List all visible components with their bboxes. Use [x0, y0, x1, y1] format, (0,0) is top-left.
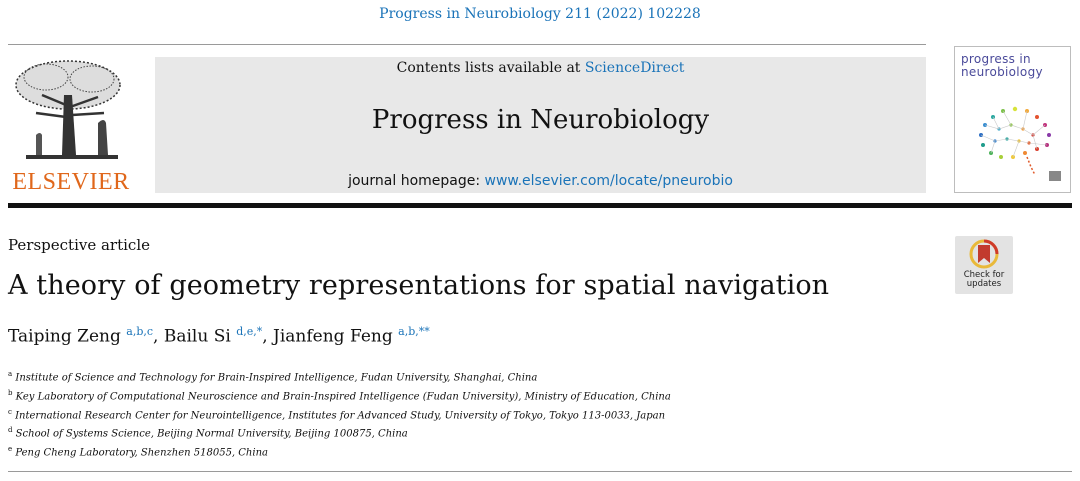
article-type: Perspective article	[8, 236, 151, 254]
journal-cover[interactable]	[954, 46, 1071, 193]
bookmark-icon	[955, 236, 1013, 272]
contents-line	[155, 60, 926, 76]
elsevier-wordmark: ELSEVIER	[12, 169, 130, 195]
author-list	[8, 325, 430, 347]
cover-title-line2: neurobiology	[961, 65, 1043, 79]
top-divider	[8, 44, 926, 45]
elsevier-tree-logo-icon	[6, 55, 136, 167]
affiliation-item	[8, 442, 671, 461]
elsevier-logo[interactable]	[6, 55, 146, 195]
affiliation-key: c	[8, 407, 12, 416]
affiliation-text: School of Systems Science, Beijing Normal University, Beijing 100875, China	[15, 428, 408, 440]
author-separator: ,	[153, 326, 164, 347]
affiliation-list	[8, 367, 671, 461]
sciencedirect-link[interactable]: ScienceDirect	[584, 60, 685, 76]
author-affil-marks[interactable]: a,b,c	[126, 325, 154, 338]
affiliation-key: b	[8, 388, 13, 397]
affiliation-key: d	[8, 426, 13, 435]
affiliation-key: e	[8, 445, 13, 454]
cover-title	[961, 53, 1043, 79]
journal-title[interactable]: Progress in Neurobiology	[371, 105, 710, 135]
affiliation-text: Key Laboratory of Computational Neuroscience and Brain-Inspired Intelligence (Fudan University), Ministry of Education, China	[15, 391, 671, 403]
homepage-link[interactable]: www.elsevier.com/locate/pneurobio	[484, 173, 733, 189]
affiliation-key: a	[8, 370, 13, 378]
cover-title-line1: progress in	[961, 52, 1031, 66]
affiliation-item	[8, 423, 671, 442]
affiliation-text: International Research Center for Neurointelligence, Institutes for Advanced Study, University of Tokyo, Tokyo 113-0033, Japan	[15, 409, 666, 421]
bottom-divider	[8, 471, 1072, 472]
header-divider	[8, 203, 1072, 208]
author-name[interactable]: Bailu Si	[163, 326, 231, 347]
brain-network-cover-icon	[961, 91, 1066, 187]
author-name[interactable]: Jianfeng Feng	[273, 326, 393, 347]
check-for-updates-button[interactable]	[955, 236, 1013, 294]
author-affil-marks[interactable]	[398, 325, 430, 338]
contents-prefix: Contents lists available at	[396, 60, 585, 76]
affil-keys[interactable]: d,e,	[236, 325, 257, 338]
affil-keys[interactable]: a,b,	[398, 325, 419, 338]
affiliation-text: Institute of Science and Technology for Brain-Inspired Intelligence, Fudan University, Shanghai, China	[15, 372, 538, 384]
check-label-line1: Check for	[963, 270, 1005, 280]
affiliation-item	[8, 405, 671, 424]
article-title: A theory of geometry representations for spatial navigation	[8, 270, 830, 301]
check-label-line2: updates	[966, 278, 1002, 289]
homepage-prefix: journal homepage:	[348, 173, 485, 189]
affiliation-item	[8, 367, 671, 386]
corresponding-mark[interactable]: *	[256, 325, 263, 338]
affiliation-item	[8, 386, 671, 405]
journal-citation[interactable]: Progress in Neurobiology 211 (2022) 102228	[379, 6, 701, 22]
author-name[interactable]: Taiping Zeng	[8, 326, 121, 347]
homepage-line	[155, 173, 926, 189]
author-separator: ,	[262, 326, 274, 347]
corresponding-mark[interactable]: **	[418, 325, 430, 338]
check-for-updates-label	[955, 271, 1013, 288]
affiliation-text: Peng Cheng Laboratory, Shenzhen 518055, China	[15, 447, 268, 459]
author-affil-marks[interactable]	[236, 325, 262, 338]
journal-banner	[155, 57, 926, 193]
